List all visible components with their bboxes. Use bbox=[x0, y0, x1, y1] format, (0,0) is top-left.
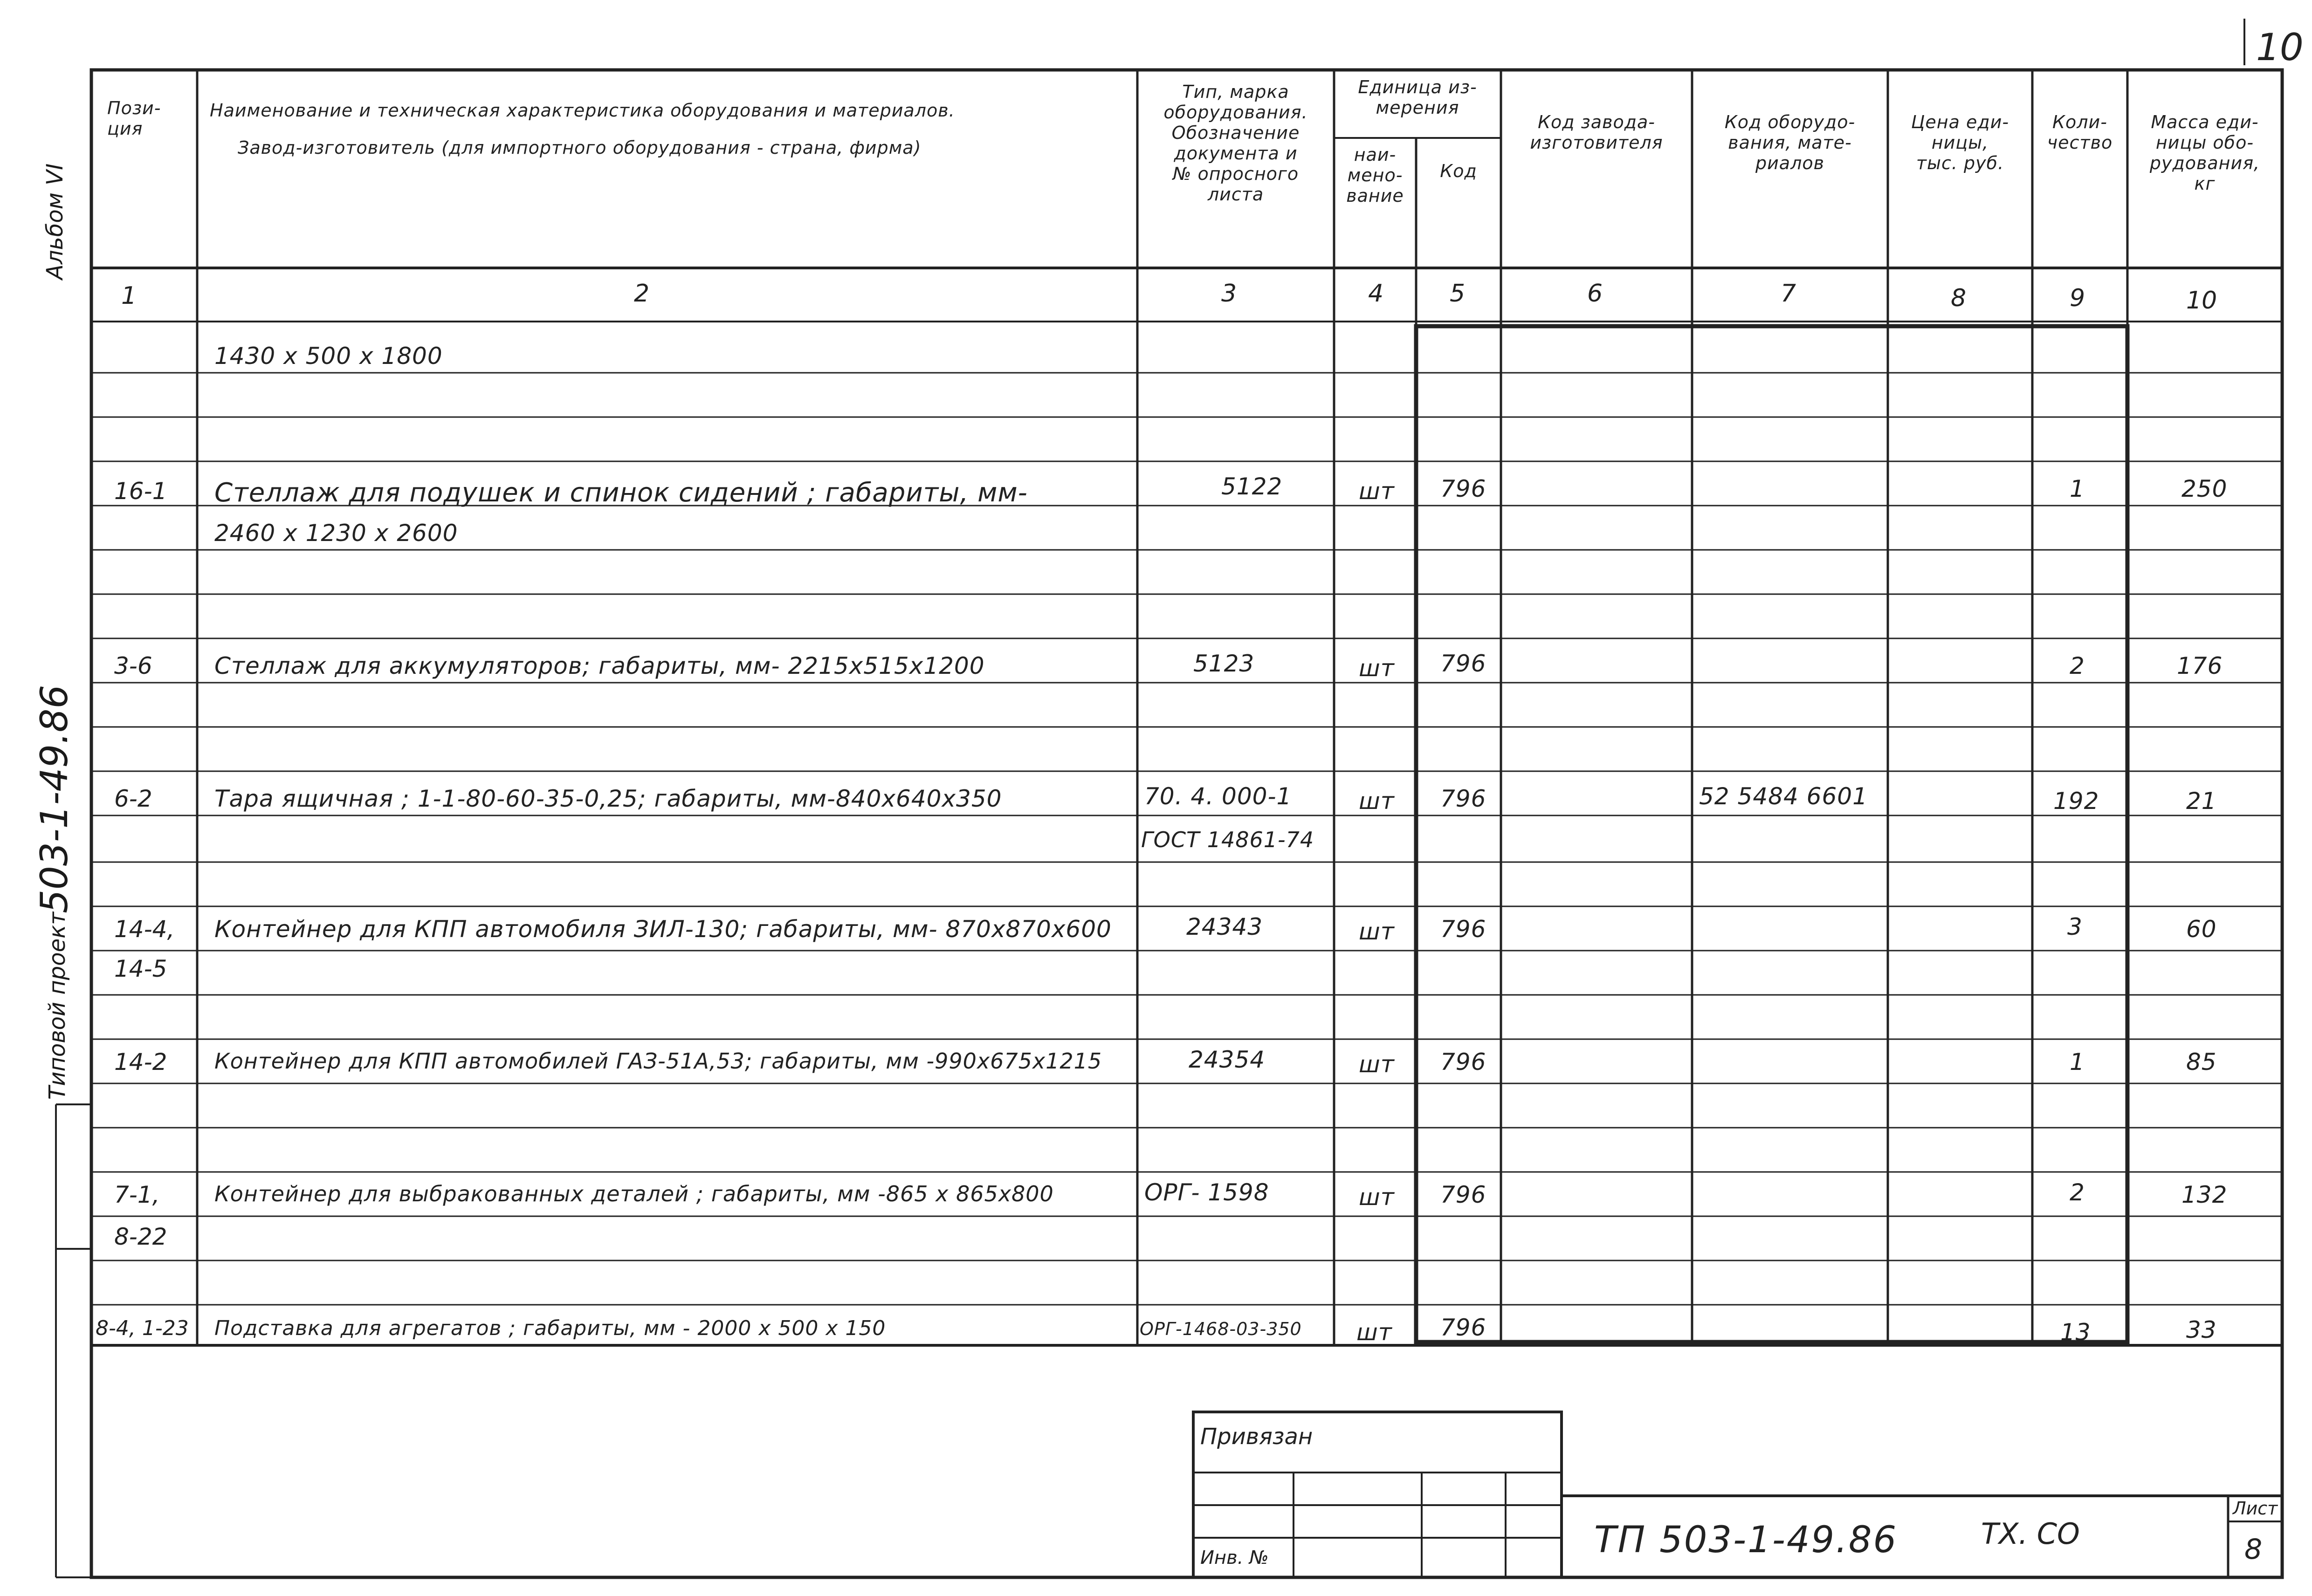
row-mass: 85 bbox=[2186, 1048, 2217, 1075]
column-number: 6 bbox=[1587, 280, 1603, 308]
side-project-number: 503-1-49.86 bbox=[33, 685, 76, 913]
header-unit-group: Единица из- мерения bbox=[1358, 77, 1477, 118]
row-unit: шт bbox=[1359, 1184, 1395, 1211]
header-name-line1: Наименование и техническая характеристика оборудования и материалов. bbox=[210, 100, 955, 121]
row-unit: шт bbox=[1359, 478, 1395, 505]
row-unit: шт bbox=[1359, 1051, 1395, 1078]
row-name: Контейнер для выбракованных деталей ; габариты, мм -865 x 865x800 bbox=[214, 1181, 1054, 1206]
row-type: ОРГ-1468-03-350 bbox=[1140, 1319, 1302, 1339]
row-type: 24343 bbox=[1186, 913, 1263, 940]
row-code: 796 bbox=[1440, 785, 1486, 812]
row-quantity: 3 bbox=[2067, 913, 2083, 940]
header-position: Пози- ция bbox=[107, 98, 161, 139]
column-number: 8 bbox=[1951, 284, 1967, 312]
column-number: 10 bbox=[2186, 287, 2217, 315]
row-name: Стеллаж для подушек и спинок сидений ; габариты, мм- bbox=[214, 478, 1028, 508]
row-name: 1430 x 500 x 1800 bbox=[214, 342, 443, 370]
header-unit-price: Цена еди- ницы, тыс. руб. bbox=[1911, 112, 2009, 173]
row-mass: 60 bbox=[2186, 916, 2217, 943]
row-mass: 21 bbox=[2186, 788, 2217, 815]
row-type: 5122 bbox=[1221, 473, 1283, 500]
stamp-inv-no: Инв. № bbox=[1200, 1547, 1269, 1569]
row-code: 796 bbox=[1440, 475, 1486, 502]
column-number: 4 bbox=[1368, 280, 1384, 308]
column-number: 9 bbox=[2070, 284, 2085, 312]
stamp-privyazan: Привязан bbox=[1200, 1424, 1313, 1450]
header-unit-code: Код bbox=[1440, 161, 1477, 181]
row-mass: 33 bbox=[2186, 1316, 2217, 1343]
header-unit-mass: Масса еди- ницы обо- рудования, кг bbox=[2149, 112, 2260, 194]
row-position: 14-2 bbox=[114, 1048, 167, 1075]
header-manufacturer-code: Код завода- изготовителя bbox=[1530, 112, 1663, 153]
row-position: 7-1, bbox=[114, 1181, 160, 1208]
header-equipment-code: Код оборудо- вания, мате- риалов bbox=[1724, 112, 1856, 173]
column-number: 5 bbox=[1450, 280, 1466, 308]
row-position: 8-22 bbox=[114, 1223, 167, 1250]
row-name: Стеллаж для аккумуляторов; габариты, мм- 2215x515x1200 bbox=[214, 652, 985, 679]
side-album-label: Альбом VI bbox=[42, 163, 68, 280]
row-mass: 250 bbox=[2181, 475, 2228, 502]
row-position: 14-4, bbox=[114, 916, 175, 943]
row-position: 16-1 bbox=[114, 478, 167, 505]
row-quantity: 2 bbox=[2070, 1179, 2085, 1206]
row-quantity: 1 bbox=[2070, 475, 2085, 502]
column-number: 3 bbox=[1221, 280, 1237, 308]
header-unit-name: наи- мено- вание bbox=[1346, 144, 1404, 206]
column-number: 7 bbox=[1781, 280, 1796, 308]
row-position: 8-4, 1-23 bbox=[96, 1316, 189, 1340]
row-position: 14-5 bbox=[114, 955, 167, 982]
row-position: 6-2 bbox=[114, 785, 152, 812]
row-quantity: 2 bbox=[2070, 652, 2085, 679]
column-number: 1 bbox=[121, 282, 137, 310]
row-name: Подставка для агрегатов ; габариты, мм - 2000 x 500 x 150 bbox=[214, 1316, 886, 1340]
row-type: ГОСТ 14861-74 bbox=[1141, 827, 1314, 852]
row-code: 796 bbox=[1440, 916, 1486, 943]
row-equipment-code: 52 5484 6601 bbox=[1699, 783, 1868, 810]
header-name-line2: Завод-изготовитель (для импортного оборудования - страна, фирма) bbox=[238, 137, 922, 158]
row-unit: шт bbox=[1359, 918, 1395, 945]
row-quantity: 192 bbox=[2053, 788, 2099, 815]
row-mass: 132 bbox=[2181, 1181, 2228, 1208]
corner-sheet-number: 10 bbox=[2256, 26, 2304, 69]
row-name: Тара ящичная ; 1-1-80-60-35-0,25; габариты, мм-840x640x350 bbox=[214, 785, 1002, 812]
column-number: 2 bbox=[634, 280, 650, 308]
row-name: Контейнер для КПП автомобиля ЗИЛ-130; габариты, мм- 870x870x600 bbox=[214, 916, 1112, 943]
row-type: 5123 bbox=[1193, 650, 1255, 677]
stamp-document-code: ТП 503-1-49.86 bbox=[1594, 1519, 1898, 1561]
row-position: 3-6 bbox=[114, 652, 152, 679]
row-code: 796 bbox=[1440, 650, 1486, 677]
row-quantity: 1 bbox=[2070, 1048, 2085, 1075]
row-name: Контейнер для КПП автомобилей ГАЗ-51А,53; габариты, мм -990x675x1215 bbox=[214, 1048, 1102, 1074]
header-quantity: Коли- чество bbox=[2047, 112, 2113, 153]
row-name: 2460 x 1230 x 2600 bbox=[214, 520, 458, 547]
row-type: ОРГ- 1598 bbox=[1144, 1179, 1269, 1206]
row-type: 70. 4. 000-1 bbox=[1144, 783, 1292, 810]
stamp-mark: ТХ. СО bbox=[1981, 1517, 2080, 1551]
row-unit: шт bbox=[1359, 655, 1395, 682]
side-project-label: Типовой проект bbox=[44, 911, 70, 1100]
row-quantity: 13 bbox=[2060, 1319, 2091, 1346]
row-code: 796 bbox=[1440, 1181, 1486, 1208]
stamp-sheet-number: 8 bbox=[2244, 1533, 2263, 1566]
header-type: Тип, марка оборудования. Обозначение документа и № опросного листа bbox=[1163, 82, 1308, 205]
row-code: 796 bbox=[1440, 1048, 1486, 1075]
row-code: 796 bbox=[1440, 1314, 1486, 1341]
row-mass: 176 bbox=[2177, 652, 2223, 679]
stamp-sheet-label: Лист bbox=[2233, 1498, 2278, 1519]
row-unit: шт bbox=[1356, 1319, 1392, 1346]
row-unit: шт bbox=[1359, 788, 1395, 815]
row-type: 24354 bbox=[1189, 1046, 1266, 1073]
